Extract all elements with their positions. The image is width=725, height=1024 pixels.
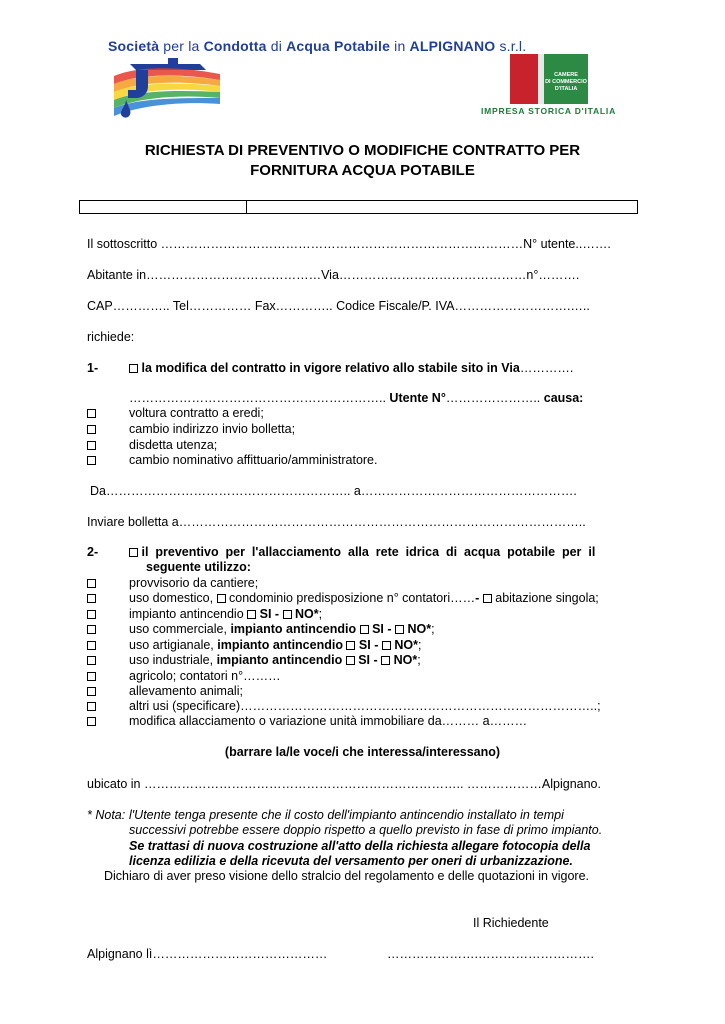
checkbox-icon[interactable] [87,409,96,418]
dichiaro-line: Dichiaro di aver preso visione dello stralcio del regolamento e delle quotazioni in vigore. [104,869,589,883]
checkbox-icon[interactable] [87,456,96,465]
uso-item[interactable] [87,621,96,637]
uso-domestico-line: uso domestico, condominio predisposizione n° contatori……- abitazione singola; [129,591,599,605]
checkbox-icon[interactable] [87,441,96,450]
uso-provvisorio-label: provvisorio da cantiere; [129,576,259,590]
checkbox-icon[interactable] [483,594,492,603]
sottoscritto-line[interactable]: Il sottoscritto ……………………………………………………………………………N° utente..……. [87,237,611,251]
checkbox-icon[interactable] [87,672,96,681]
uso-item[interactable] [87,713,96,729]
richiedente-label: Il Richiedente [473,916,549,930]
uso-item[interactable] [87,652,96,668]
altri-usi-label[interactable]: altri usi (specificare)…………………………………………………………………………..; [129,699,601,713]
section2-option[interactable]: il preventivo per l'allacciamento alla rete idrica di acqua potabile per il [129,544,595,560]
signature-line[interactable]: ………………….………………………. [387,947,594,961]
checkbox-icon[interactable] [129,364,138,373]
checkbox-icon[interactable] [346,656,355,665]
checkbox-icon[interactable] [87,625,96,634]
uso-item[interactable] [87,606,96,622]
nota-line2: successivi potrebbe essere doppio rispetto a quello previsto in fase di primo impianto. [129,823,603,837]
uso-artigianale-line: uso artigianale, impianto antincendio SI - NO*; [129,638,422,652]
agricolo-label: agricolo; contatori n°……… [129,669,281,683]
camere-caption: IMPRESA STORICA D'ITALIA [481,106,617,116]
checkbox-icon[interactable] [283,610,292,619]
nota-line4: licenza edilizia e della ricevuta del versamento per oneri di urbanizzazione. [129,854,573,868]
svg-text:DI COMMERCIO: DI COMMERCIO [545,79,587,85]
da-a-line[interactable]: Da………………………………………………….. a……………………………………………. [90,484,577,498]
company-name: Società per la Condotta di Acqua Potabile in ALPIGNANO s.r.l. [108,38,527,54]
checkbox-icon[interactable] [382,641,391,650]
causa-item[interactable] [87,405,96,421]
checkbox-icon[interactable] [346,641,355,650]
richiede-label: richiede: [87,330,135,344]
causa-item-label: cambio nominativo affittuario/amministratore. [129,453,378,467]
uso-item[interactable] [87,683,96,699]
checkbox-icon[interactable] [87,717,96,726]
checkbox-icon[interactable] [87,702,96,711]
section1-option[interactable]: la modifica del contratto in vigore relativo allo stabile sito in Via…………. [129,360,573,376]
section1-number: 1- [87,361,99,375]
causa-item-label: cambio indirizzo invio bolletta; [129,422,296,436]
abitante-line[interactable]: Abitante in……………………………………Via………………………………………n°………. [87,268,580,282]
checkbox-icon[interactable] [381,656,390,665]
checkbox-icon[interactable] [87,594,96,603]
impianto-antincendio-line: impianto antincendio SI - NO*; [129,607,323,621]
checkbox-icon[interactable] [217,594,226,603]
allevamento-label: allevamento animali; [129,684,243,698]
checkbox-icon[interactable] [129,548,138,557]
section2-number: 2- [87,545,99,559]
causa-item[interactable] [87,452,96,468]
causa-item[interactable] [87,421,96,437]
inviare-bolletta-line[interactable]: Inviare bolletta a…………………………………………………………………………………….. [87,515,586,529]
section1-utente-line[interactable]: …………………………………………………….. Utente N°………………….. causa: [129,391,584,405]
checkbox-icon[interactable] [87,425,96,434]
checkbox-icon[interactable] [395,625,404,634]
checkbox-icon[interactable] [87,687,96,696]
faucet-rainbow-logo [108,56,223,121]
uso-item[interactable] [87,590,96,606]
uso-industriale-line: uso industriale, impianto antincendio SI - NO*; [129,653,421,667]
causa-item-label: voltura contratto a eredi; [129,406,264,420]
alpignano-date-line[interactable]: Alpignano lì…………………………………… [87,947,328,961]
barrare-note: (barrare la/le voce/i che interessa/interessano) [224,745,501,759]
form-title-line2: FORNITURA ACQUA POTABILE [250,162,475,179]
uso-item[interactable] [87,637,96,653]
svg-text:CAMERE: CAMERE [554,72,578,78]
checkbox-icon[interactable] [87,641,96,650]
uso-item[interactable] [87,668,96,684]
checkbox-icon[interactable] [87,656,96,665]
protocol-box[interactable] [79,200,638,214]
checkbox-icon[interactable] [247,610,256,619]
svg-text:D'ITALIA: D'ITALIA [554,86,578,92]
checkbox-icon[interactable] [360,625,369,634]
checkbox-icon[interactable] [87,579,96,588]
nota-line3: Se trattasi di nuova costruzione all'atto della richiesta allegare fotocopia della [129,839,591,853]
checkbox-icon[interactable] [87,610,96,619]
section2-option-cont: seguente utilizzo: [146,560,251,574]
cap-line[interactable]: CAP………….. Tel…………… Fax………….. Codice Fiscale/P. IVA……………………….….. [87,299,590,313]
uso-item[interactable] [87,698,96,714]
causa-item[interactable] [87,437,96,453]
camere-commercio-logo [510,54,588,104]
form-title-line1: RICHIESTA DI PREVENTIVO O MODIFICHE CONTRATTO PER [144,142,581,159]
causa-item-label: disdetta utenza; [129,438,218,452]
ubicato-line[interactable]: ubicato in ………………………………………………………………….. ………………Alpignano. [87,777,601,791]
uso-commerciale-line: uso commerciale, impianto antincendio SI - NO*; [129,622,435,636]
modifica-allacciamento-label[interactable]: modifica allacciamento o variazione unità immobiliare da……… a……… [129,714,528,728]
uso-item[interactable] [87,575,96,591]
nota-label: * Nota: [87,808,126,822]
nota-line1: l'Utente tenga presente che il costo dell'impianto antincendio installato in tempi [129,808,564,822]
